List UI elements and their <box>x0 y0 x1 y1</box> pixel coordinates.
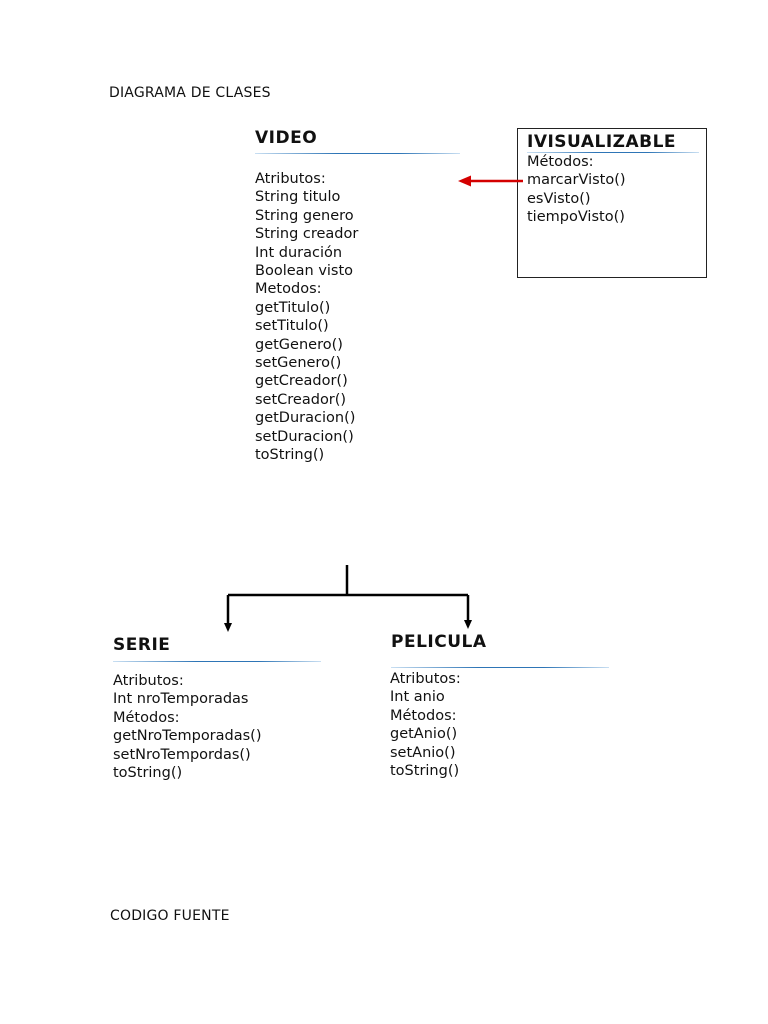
serie-member-line: setNroTempordas() <box>113 746 251 763</box>
serie-member-line: Métodos: <box>113 709 180 726</box>
ivisualizable-class-title: IVISUALIZABLE <box>527 132 677 152</box>
ivisualizable-member-line: marcarVisto() <box>527 172 626 189</box>
ivisualizable-member-line: esVisto() <box>527 190 591 207</box>
video-class-title: VIDEO <box>255 128 318 148</box>
video-member-line: String titulo <box>255 189 341 206</box>
pelicula-member-line: getAnio() <box>390 726 458 743</box>
video-member-line: setGenero() <box>255 355 342 372</box>
pelicula-member-line: toString() <box>390 763 460 780</box>
serie-member-line: Int nroTemporadas <box>113 691 249 708</box>
video-member-line: setCreador() <box>255 391 347 408</box>
video-member-line: toString() <box>255 447 325 464</box>
implements-arrow <box>458 176 523 187</box>
video-member-line: setDuracion() <box>255 428 354 445</box>
pelicula-member-line: Métodos: <box>390 707 457 724</box>
pelicula-member-line: setAnio() <box>390 744 456 761</box>
video-member-line: Boolean visto <box>255 263 354 280</box>
serie-class-title: SERIE <box>113 635 171 655</box>
video-member-line: getDuracion() <box>255 410 356 427</box>
serie-member-line: toString() <box>113 765 183 782</box>
serie-member-line: Atributos: <box>113 673 184 689</box>
ivisualizable-member-line: tiempoVisto() <box>527 209 625 226</box>
video-member-line: Metodos: <box>255 281 322 298</box>
ivisualizable-member-line: Métodos: <box>527 154 594 170</box>
arrow-head-serie <box>224 623 232 632</box>
video-member-line: String genero <box>255 207 354 224</box>
video-member-line: Atributos: <box>255 171 326 187</box>
inheritance-connector <box>228 565 468 624</box>
arrow-head-pelicula <box>464 620 472 629</box>
video-member-line: Int duración <box>255 244 343 261</box>
video-member-line: String creador <box>255 226 359 243</box>
video-member-line: setTitulo() <box>255 318 329 335</box>
implements-arrow-head <box>458 176 471 187</box>
video-member-line: getCreador() <box>255 373 348 390</box>
video-member-line: getGenero() <box>255 336 343 353</box>
pelicula-member-line: Int anio <box>390 689 445 706</box>
video-member-line: getTitulo() <box>255 299 331 316</box>
pelicula-class-title: PELICULA <box>391 632 487 652</box>
source-code-heading: CODIGO FUENTE <box>110 908 230 924</box>
diagram-heading: DIAGRAMA DE CLASES <box>109 85 271 101</box>
serie-member-line: getNroTemporadas() <box>113 728 262 745</box>
pelicula-member-line: Atributos: <box>390 671 461 687</box>
